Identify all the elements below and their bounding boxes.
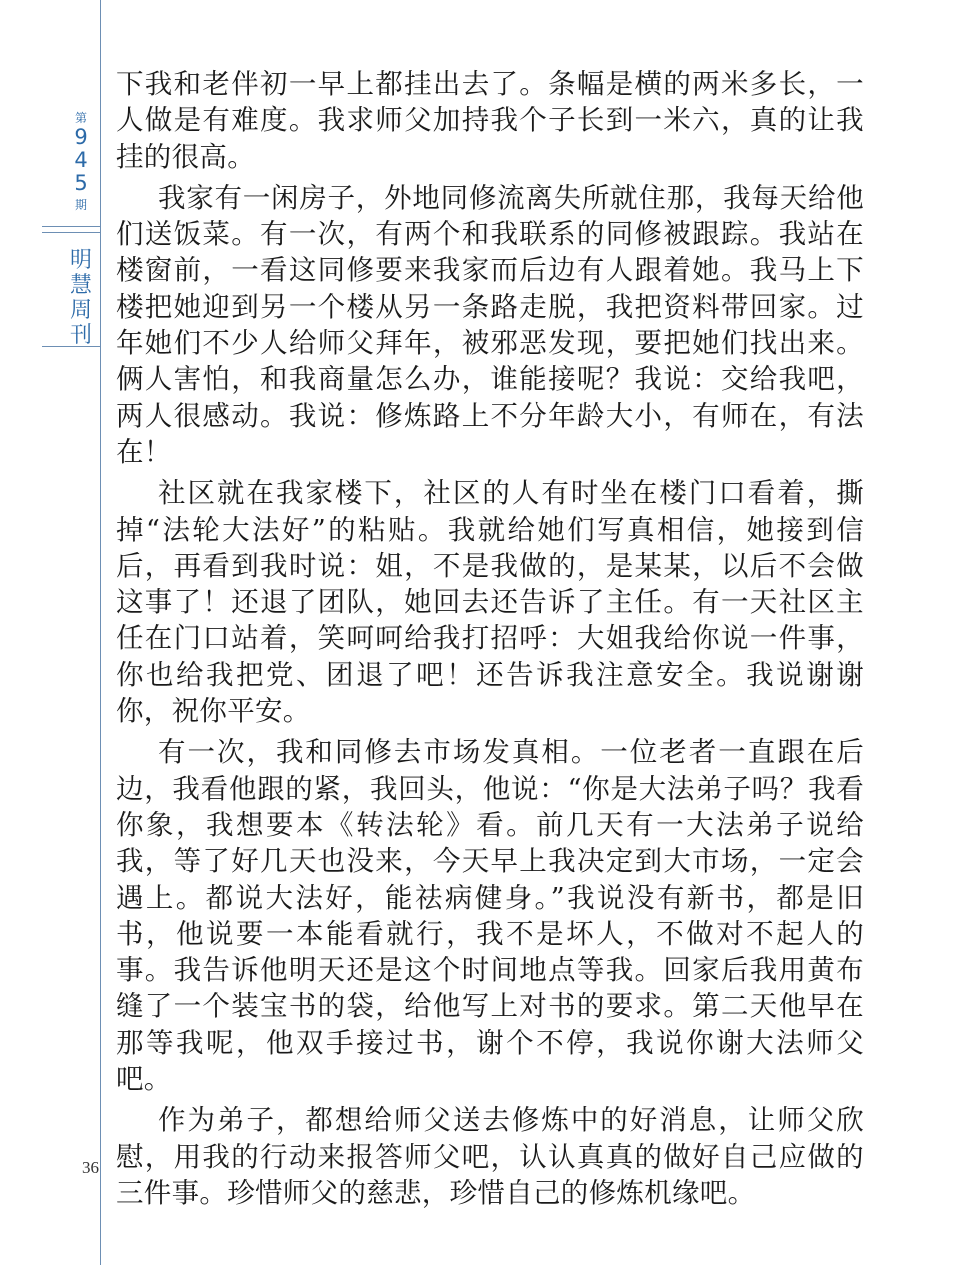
paragraph: 有一次，我和同修去市场发真相。一位老者一直跟在后边，我看他跟的紧，我回头，他说：“你是大法弟子吗？我看你象，我想要本《转法轮》看。前几天有一大法弟子说给我，等了好几天也没来，今天早上我决定到大市场，一定会遇上。都说大法好，能祛病健身。”我说没有新书，都是旧书，他说要一本能看就行，我不是坏人，不做对不起人的事。我告诉他明天还是这个时间地点等我。回家后我用黄布缝了一个装宝书的袋，给他写上对书的要求。第二天他早在那等我呢，他双手接过书，谢个不停，我说你谢大法师父吧。 (116, 736, 864, 1096)
paragraph: 社区就在我家楼下，社区的人有时坐在楼门口看着，撕掉“法轮大法好”的粘贴。我就给她们写真相信，她接到信后，再看到我时说：姐，不是我做的，是某某，以后不会做这事了！还退了团队，她回去还告诉了主任。有一天社区主任在门口站着，笑呵呵给我打招呼：大姐我给你说一件事，你也给我把党、团退了吧！还告诉我注意安全。我说谢谢你，祝你平安。 (116, 477, 864, 728)
page-number: 36 (82, 1158, 99, 1177)
paragraph: 下我和老伴初一早上都挂出去了。条幅是横的两米多长，一人做是有难度。我求师父加持我个子长到一米六，真的让我挂的很高。 (116, 68, 864, 173)
magazine-char: 周 (69, 298, 92, 323)
issue-digit: 4 (74, 148, 88, 172)
magazine-char: 刊 (69, 323, 92, 348)
margin-rule (100, 0, 101, 1265)
article-body (116, 66, 864, 1216)
magazine-char: 慧 (69, 273, 92, 298)
sidebar-divider-top (42, 226, 100, 227)
paragraph: 我家有一闲房子，外地同修流离失所就住那，我每天给他们送饭菜。有一次，有两个和我联系的同修被跟踪。我站在楼窗前，一看这同修要来我家而后边有人跟着她。我马上下楼把她迎到另一个楼从另一条路走脱，我把资料带回家。过年她们不少人给师父拜年，被邪恶发现，要把她们找出来。俩人害怕，和我商量怎么办，谁能接呢？我说：交给我吧，两人很感动。我说：修炼路上不分年龄大小，有师在，有法在！ (116, 181, 864, 468)
magazine-title (66, 248, 96, 348)
paragraph: 作为弟子，都想给师父送去修炼中的好消息，让师父欣慰，用我的行动来报答师父吧，认认真真的做好自己应做的三件事。珍惜师父的慈悲，珍惜自己的修炼机缘吧。 (116, 1104, 864, 1209)
issue-suffix: 期 (74, 198, 87, 212)
issue-digit: 9 (74, 125, 88, 149)
magazine-char: 明 (69, 248, 92, 273)
sidebar-divider-top-2 (42, 232, 100, 233)
issue-digit: 5 (74, 171, 88, 195)
issue-prefix: 第 (74, 111, 87, 125)
issue-number (66, 112, 96, 211)
